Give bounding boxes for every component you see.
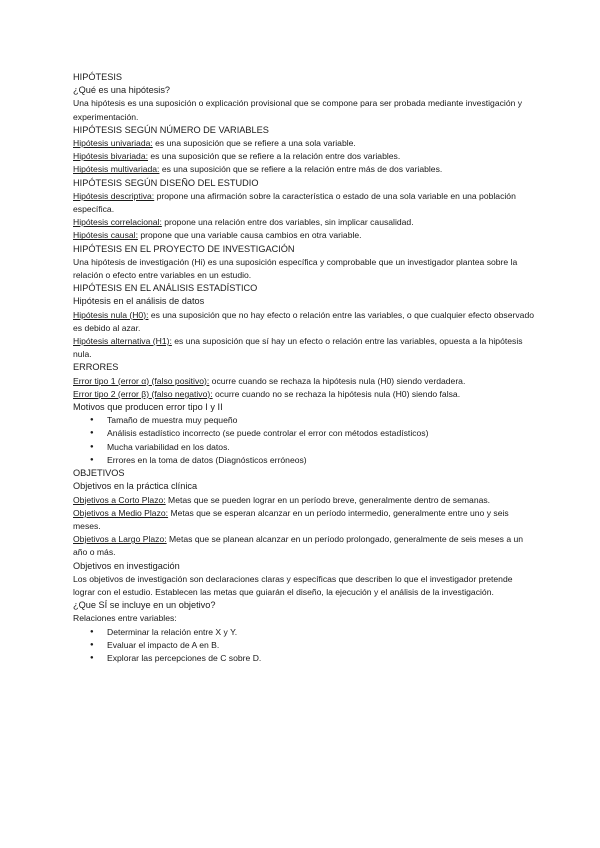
list-item: ● Tamaño de muestra muy pequeño [90,414,535,427]
term-null-hypothesis: Hipótesis nula (H0): [73,309,149,320]
text-type1-error: ocurre cuando se rechaza la hipótesis nula (H0) siendo verdadera. [209,375,466,386]
list-item: ● Evaluar el impacto de A en B. [90,639,535,652]
text-descriptive: propone una afirmación sobre la característica o estado de una sola variable en una población específica. [73,190,516,215]
term-multivariate: Hipótesis multivariada: [73,164,160,175]
list-item: ● Determinar la relación entre X y Y. [90,626,535,639]
question-what-is-included: ¿Que SÍ se incluye en un objetivo? [73,600,216,611]
definition-bivariate [73,150,535,163]
text-univariate: es una suposición que se refiere a una sola variable. [152,138,356,149]
definition-long-term [73,533,535,559]
list-item: ● Mucha variabilidad en los datos. [90,441,535,454]
question-what-is-hypothesis: ¿Qué es una hipótesis? [73,85,171,96]
relations-heading: Relaciones entre variables: [73,613,177,624]
term-long-term: Objetivos a Largo Plazo: [73,534,167,545]
section-heading-statistics: HIPÓTESIS EN EL ANÁLISIS ESTADÍSTICO [73,283,258,294]
subheading-clinical-practice: Objetivos en la práctica clínica [73,481,198,492]
text-long-term: Metas que se planean alcanzar en un período prolongado, generalmente de seis meses a un año o más. [73,534,524,558]
text-medium-term: Metas que se esperan alcanzar en un período intermedio, generalmente entre uno y seis meses. [73,507,509,531]
relations-list [73,626,535,666]
term-type1-error: Error tipo 1 (error α) (falso positivo): [73,375,210,386]
section-heading-design: HIPÓTESIS SEGÚN DISEÑO DEL ESTUDIO [73,177,259,188]
definition-type2-error [73,388,535,401]
list-item: ● Análisis estadístico incorrecto (se puede controlar el error con métodos estadísticos) [90,427,535,440]
document-content [73,71,535,665]
definition-causal [73,229,535,242]
subheading-research-objectives: Objetivos en investigación [73,560,180,571]
term-univariate: Hipótesis univariada: [73,138,153,149]
text-null-hypothesis: es una suposición que no hay efecto o relación entre las variables, o que cualquier efecto observado es debido al azar. [73,309,535,333]
term-bivariate: Hipótesis bivariada: [73,151,148,162]
motives-heading: Motivos que producen error tipo I y II [73,402,223,413]
text-bivariate: es una suposición que se refiere a la relación entre dos variables. [148,151,401,162]
definition-null-hypothesis [73,309,535,335]
term-correlational: Hipótesis correlacional: [73,217,162,228]
text-correlational: propone una relación entre dos variables, sin implicar causalidad. [161,217,414,228]
term-causal: Hipótesis causal: [73,230,138,241]
definition-correlational [73,216,535,229]
list-item: ● Errores en la toma de datos (Diagnósticos erróneos) [90,454,535,467]
definition-alternative-hypothesis [73,335,535,361]
definition-short-term [73,494,535,507]
term-short-term: Objetivos a Corto Plazo: [73,494,166,505]
subheading-data-analysis: Hipótesis en el análisis de datos [73,296,205,307]
section-heading-project: HIPÓTESIS EN EL PROYECTO DE INVESTIGACIÓN [73,243,295,254]
definition-univariate [73,137,535,150]
research-objectives-text: Los objetivos de investigación son declaraciones claras y específicas que describen lo que el investigador pretende lograr con el estudio. Establecen las metas que guiarán el diseño, la ejecución y el análisis de la investigación. [73,573,513,597]
definition-multivariate [73,163,535,176]
motives-list [73,414,535,467]
text-multivariate: es una suposición que se refiere a la relación entre más de dos variables. [159,164,443,175]
hypothesis-definition: Una hipótesis es una suposición o explicación provisional que se compone para ser probada mediante investigación y experimentación. [73,98,523,122]
section-heading-objectives: OBJETIVOS [73,468,125,479]
definition-type1-error [73,375,535,388]
text-causal: propone que una variable causa cambios en otra variable. [137,230,362,241]
definition-medium-term [73,507,535,533]
document-title: HIPÓTESIS [73,72,123,82]
list-item: ● Explorar las percepciones de C sobre D. [90,652,535,665]
definition-descriptive [73,190,535,216]
term-alternative-hypothesis: Hipótesis alternativa (H1): [73,336,172,347]
term-descriptive: Hipótesis descriptiva: [73,190,155,201]
text-alternative-hypothesis: es una suposición que sí hay un efecto o relación entre las variables, opuesta a la hipótesis nula. [73,336,523,360]
text-type2-error: ocurre cuando no se rechaza la hipótesis nula (H0) siendo falsa. [212,388,461,399]
project-hypothesis-text: Una hipótesis de investigación (Hi) es una suposición específica y comprobable que un investigador plantea sobre la relación o efecto entre variables en un estudio. [73,256,518,281]
term-type2-error: Error tipo 2 (error β) (falso negativo): [73,388,213,399]
text-short-term: Metas que se pueden lograr en un período breve, generalmente dentro de semanas. [165,494,491,505]
section-heading-errors: ERRORES [73,362,119,373]
section-heading-variables: HIPÓTESIS SEGÚN NÚMERO DE VARIABLES [73,124,269,135]
term-medium-term: Objetivos a Medio Plazo: [73,507,169,518]
